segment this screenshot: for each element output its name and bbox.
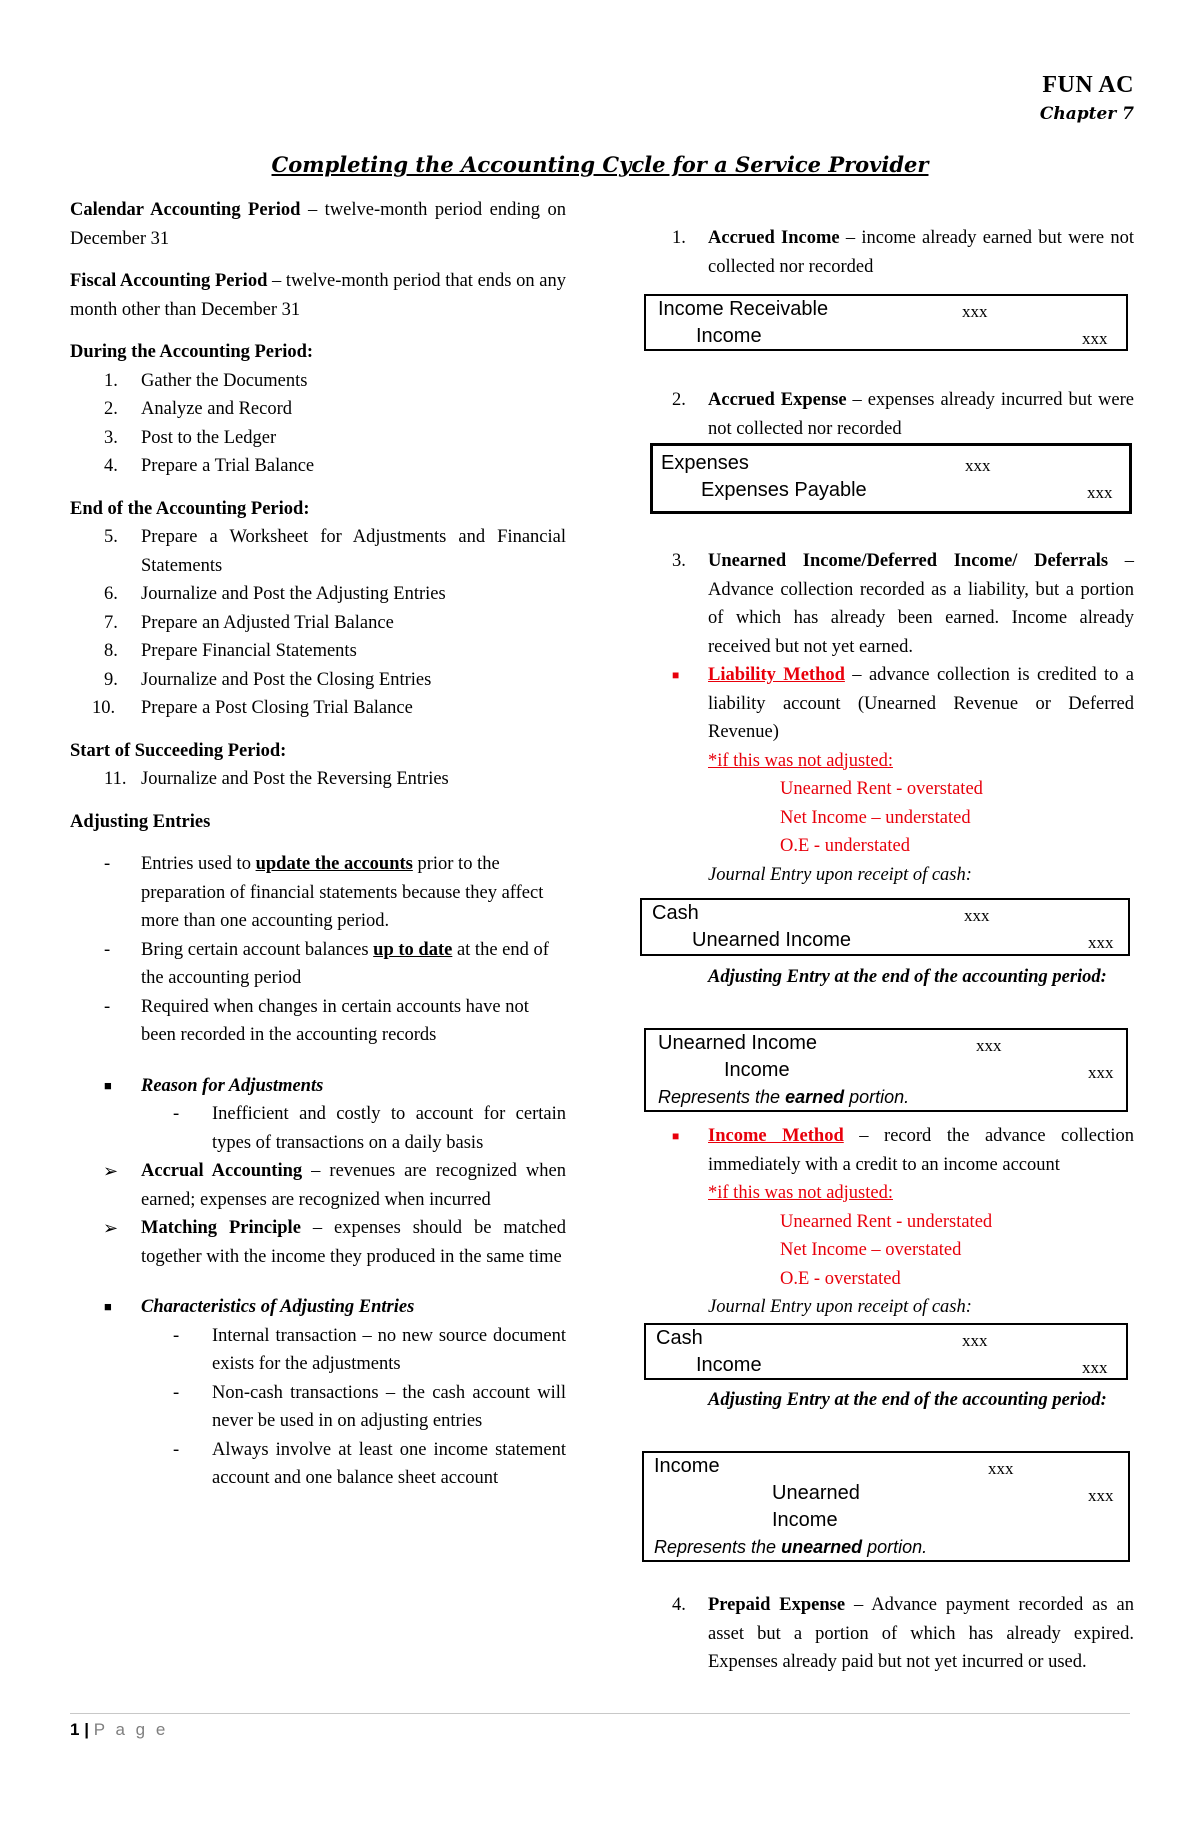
adjusting-entries-heading: Adjusting Entries (70, 811, 211, 832)
during-steps-list (70, 367, 566, 481)
header-chapter: Chapter 7 (1039, 104, 1134, 124)
list-item: 7. Prepare an Adjusted Trial Balance (104, 612, 394, 633)
list-item: 3. Post to the Ledger (104, 427, 277, 448)
journal-entry-accrued-expense: Expenses xxx Expenses Payable xxx (650, 443, 1132, 514)
accrued-expense-section: 2. Accrued Expense – expenses already incurred but were not collected nor recorded (672, 390, 1135, 439)
list-item: 9. Journalize and Post the Closing Entries (104, 669, 432, 690)
reason-item: - Inefficient and costly to account for certain types of transactions on a daily basis (173, 1104, 566, 1153)
unearned-income-section: 3. Unearned Income/Deferred Income/ Deferrals – Advance collection recorded as a liability, but a portion of which has already been earned. Income already received but not yet earned. ■ Liability Method – advance collection is credited to a liability account (Unearned Revenue or Deferred Revenue) *if this was not adjusted: Unearned Rent - overstated Net Income – understated O.E - understated Journal Entry upon receipt of cash: (672, 551, 1134, 885)
characteristic-item: - Always involve at least one income statement account and one balance sheet account (173, 1439, 566, 1488)
page-number: 1 (70, 1720, 80, 1739)
header-course-title: FUN AC (1042, 72, 1134, 98)
adjusting-def-3: - Required when changes in certain accounts have not been recorded in the accounting records (104, 996, 529, 1045)
fiscal-period-definition: Fiscal Accounting Period – twelve-month period that ends on any month other than December 31 (70, 271, 566, 320)
list-item: 2. Analyze and Record (104, 399, 293, 419)
adjusting-entry-label-1: Adjusting Entry at the end of the accounting period: (708, 967, 1107, 987)
characteristics-heading: ■ Characteristics of Adjusting Entries (104, 1297, 415, 1317)
adjusting-def-2: - Bring certain account balances up to date at the end of the accounting period (104, 939, 549, 988)
adjusting-entry-label-2: Adjusting Entry at the end of the accounting period: (708, 1390, 1107, 1410)
list-item: 5. Prepare a Worksheet for Adjustments and Financial Statements (104, 527, 566, 576)
characteristic-item: - Non-cash transactions – the cash account will never be used in on adjusting entries (173, 1382, 566, 1431)
characteristic-item: - Internal transaction – no new source document exists for the adjustments (173, 1325, 566, 1374)
during-period-heading: During the Accounting Period: (70, 342, 314, 362)
list-item: 1. Gather the Documents (104, 370, 308, 391)
list-item: 11. Journalize and Post the Reversing Entries (104, 769, 449, 789)
arrow-bullet-icon: ➢ (103, 1161, 119, 1181)
accrued-income-section: 1. Accrued Income – income already earned but were not collected nor recorded (672, 228, 1134, 277)
start-steps-list (70, 765, 566, 794)
list-item: 6. Journalize and Post the Adjusting Entries (104, 584, 446, 604)
arrow-bullet-icon: ➢ (103, 1218, 119, 1238)
list-item: 8. Prepare Financial Statements (104, 641, 357, 661)
list-item: 4. Prepare a Trial Balance (104, 456, 315, 476)
adjusting-def-1: - Entries used to update the accounts prior to the preparation of financial statements because they affect more than one accounting period. (104, 854, 544, 931)
document-title: Completing the Accounting Cycle for a Service Provider (271, 152, 929, 177)
left-column (70, 196, 566, 1493)
prepaid-expense-section: 4. Prepaid Expense – Advance payment recorded as an asset but a portion of which has already expired. Expenses already paid but not yet incurred or used. (672, 1595, 1134, 1672)
journal-entry-accrued-income: Income Receivable xxx Income xxx (644, 294, 1128, 351)
journal-entry-unearned-adjusting: Unearned Income xxx Income xxx Represents the earned portion. (644, 1028, 1128, 1112)
end-steps-list (70, 523, 566, 723)
accrual-accounting: ➢ Accrual Accounting – revenues are recognized when earned; expenses are recognized when incurred (70, 1157, 566, 1214)
journal-entry-cash-income: Cash xxx Income xxx (644, 1323, 1128, 1380)
footer-divider (70, 1713, 1130, 1714)
end-period-heading: End of the Accounting Period: (70, 498, 310, 519)
page-footer: 1 | P a g e (70, 1720, 169, 1739)
journal-entry-cash-unearned: Cash xxx Unearned Income xxx (640, 898, 1130, 956)
income-method-section: ■ Income Method – record the advance collection immediately with a credit to an income account *if this was not adjusted: Unearned Rent - understated Net Income – overstated O.E - overstated Journal Entry upon receipt of cash: (672, 1126, 1135, 1317)
list-item: 10. Prepare a Post Closing Trial Balance (92, 698, 413, 718)
reason-heading: ■ Reason for Adjustments (104, 1075, 324, 1096)
calendar-period-definition: Calendar Accounting Period – twelve-month period ending on December 31 (70, 200, 566, 249)
matching-principle: ➢ Matching Principle – expenses should be matched together with the income they produced in the same time (70, 1214, 566, 1271)
start-period-heading: Start of Succeeding Period: (70, 740, 287, 761)
journal-entry-income-adjusting: Income xxx Unearned xxx Income Represents the unearned portion. (642, 1451, 1130, 1562)
